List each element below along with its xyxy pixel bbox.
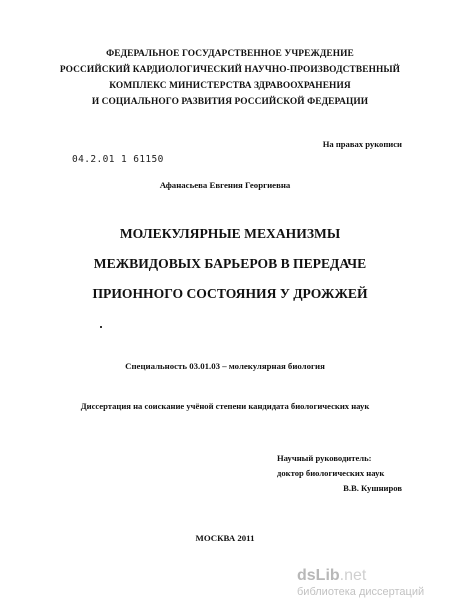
- catalog-stamp: 04.2.01 1 61150: [72, 154, 164, 165]
- title-line-2: МЕЖВИДОВЫХ БАРЬЕРОВ В ПЕРЕДАЧЕ: [93, 256, 367, 271]
- dslib-watermark: [291, 567, 436, 601]
- supervisor-degree: доктор биологических наук: [277, 468, 385, 478]
- supervisor-block: [277, 451, 402, 496]
- supervisor-label: Научный руководитель:: [277, 453, 372, 463]
- title-line-3: ПРИОННОГО СОСТОЯНИЯ У ДРОЖЖЕЙ: [92, 286, 368, 301]
- title-line-1: МОЛЕКУЛЯРНЫЕ МЕХАНИЗМЫ: [119, 226, 341, 241]
- author-name: Афанасьева Евгения Георгиевна: [159, 180, 291, 190]
- watermark-logo: [297, 567, 366, 585]
- specialty-line: Специальность 03.01.03 – молекулярная биология: [125, 361, 325, 371]
- institution-line-4: И СОЦИАЛЬНОГО РАЗВИТИЯ РОССИЙСКОЙ ФЕДЕРАЦИИ: [91, 97, 369, 107]
- institution-header: [40, 46, 420, 110]
- dissertation-title: [40, 219, 420, 309]
- institution-line-3: КОМПЛЕКС МИНИСТЕРСТВА ЗДРАВООХРАНЕНИЯ: [109, 81, 351, 91]
- watermark-tld: .net: [339, 567, 367, 584]
- manuscript-note: На правах рукописи: [322, 139, 402, 149]
- supervisor-name: В.В. Кушниров: [343, 483, 402, 493]
- watermark-tagline: библиотека диссертаций: [297, 586, 425, 598]
- watermark-brand: dsLib: [297, 567, 340, 584]
- institution-line-2: РОССИЙСКИЙ КАРДИОЛОГИЧЕСКИЙ НАУЧНО-ПРОИЗВОДСТВЕННЫЙ: [59, 65, 401, 75]
- institution-line-1: ФЕДЕРАЛЬНОЕ ГОСУДАРСТВЕННОЕ УЧРЕЖДЕНИЕ: [106, 49, 354, 59]
- scan-speck: [100, 326, 102, 328]
- city-year: МОСКВА 2011: [195, 533, 255, 543]
- dissertation-note: Диссертация на соискание учёной степени кандидата биологических наук: [80, 401, 370, 411]
